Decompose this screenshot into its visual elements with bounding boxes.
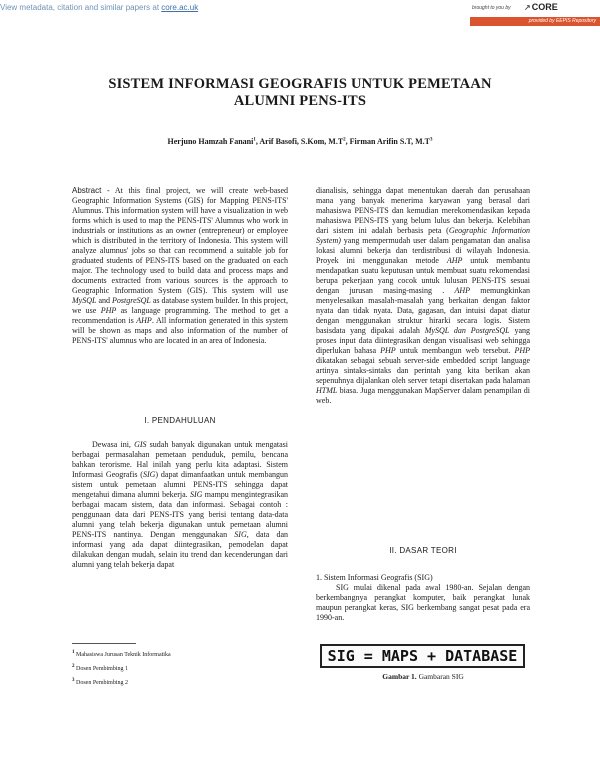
sig-figure: SIG = MAPS + DATABASE [320,644,525,668]
footnote-2-num: 2 [72,664,75,669]
footnote-3-text: Dosen Pembimbing 2 [74,680,128,686]
provided-by-bar: provided by EEPIS Repository [470,17,600,26]
right-t3: untuk membantu mendapatkan suatu keputusan untuk membuat suatu rekomendasi berupa pekerjaan yang cocok untuk lulusan PENS-ITS sesuai dengan jurusan masing-masing . [316,256,531,295]
intro-paragraph [72,440,288,570]
right-t7: dikatakan sebagai sebuah server-side embedded script language artinya sintaks-sintaks dan perintah yang kita berikan akan sepenuhnya dijalankan oleh server tetapi disertakan pada halaman [316,356,530,385]
abstract-php: PHP [100,306,117,315]
intro-t5: , data dan informasi yang ada dapat diintegrasikan, pemodelan dapat dilakukan dengan mudah, selain itu trend dan kecenderungan dari alumni yang telah bekerja dapat [72,530,289,569]
subsection-sig-heading: 1. Sistem Informasi Geografis (SIG) [316,573,433,582]
core-badge[interactable] [468,1,598,15]
figure-caption [316,672,530,681]
sig-paragraph: SIG mulai dikenal pada awal 1980-an. Sejalan dengan berkembangnya perangkat komputer, baik perangkat lunak maupun perangkat keras, SIG berkembang sangat pesat pada era 1990-an. [316,583,530,622]
intro-t1: Dewasa ini, [92,440,135,449]
author-3-sup: 3 [429,137,433,143]
title-line-1: SISTEM INFORMASI GEOGRAFIS UNTUK PEMETAAN [108,76,492,92]
core-logo [524,2,558,12]
right-ahp-2: AHP [454,286,470,295]
author-2-sup: 2 [343,137,346,143]
abstract-postgre: PostgreSQL [112,296,151,305]
abstract-mysql: MySQL [72,296,97,305]
footnote-1 [72,647,171,661]
right-column-paragraph [316,186,530,406]
intro-gis: GIS [134,440,147,449]
footnotes [72,647,171,689]
intro-sig: SIG [142,470,156,479]
right-html: HTML [316,386,338,395]
right-t2: yang mempermudah user dalam pengamatan dan analisa lokasi alumni bekerja dan terdistribusi di wilayah Indonesia. Proyek ini menggunakan metode [316,236,530,265]
title-line-2: ALUMNI PENS-ITS [233,93,367,109]
footnote-2-text: Dosen Pembimbing 1 [74,666,128,672]
metadata-prefix: View metadata, citation and similar papers at [0,3,162,12]
right-t6: untuk membangun web tersebut. [395,346,515,355]
abstract-label: Abstract [72,186,102,195]
footnote-3-num: 3 [72,678,75,683]
paper-title [60,76,540,110]
abstract-ahp: AHP [136,316,152,325]
core-arrow-icon: ↗ [524,3,531,12]
author-1: Herjuno Hamzah Fanani [167,137,254,146]
section-pendahuluan-heading: I. PENDAHULUAN [144,416,216,425]
intro-t3: ) dapat dimanfaatkan untuk membangun sistem untuk pemetaan alumni PENS-ITS sehingga dapat mengetahui dimana alumni bekerja. [72,470,289,499]
intro-sig-2: SIG [190,490,203,499]
author-1-sup: 1 [253,137,256,143]
abstract-text-2: as database system builder. In this project, we use [72,296,288,315]
abstract-text-1: - At this final project, we will create web-based Geographic Information Systems (GIS) for Mapping PENS-ITS' Alumnus. This information system will have a visualization in web forms which is used to map the PENS-ITS' Alumnus who work in industrials or institutions as an owner (entrepreneur) or employee which is distributed in the territory of Indonesia. This system will analyze alumnus' jobs so that can recommend a suitable job for graduated students of PENS-ITS based on the graduated on each major. The technology used to build data and process maps and documents extracted from various sources is the approach to Geographic Information System (GIS). This system will use [72,186,288,295]
right-postgre: PostgreSQL [470,326,510,335]
footnote-1-text: Mahasiswa Jurusan Teknik Informatika [74,652,171,658]
abstract-text-4: . All information generated in this system will be shown as maps and also information of the number of PENS-ITS' alumnus who are located in an area of Indonesia. [72,316,288,345]
right-t5: yang proses input data diintegrasikan dengan visualisasi web sehingga diperlukan bahasa [316,326,530,355]
right-t4: memungkinkan menyelesaikan masalah-masalah yang berkaitan dengan faktor nyata dan tidak nyata. Data, gagasan, dan intuisi dapat diatur dengan menggunakan struktur hirarki secara logis. Sistem basisdata yang dipakai adalah [316,286,530,335]
right-t8: biasa. Juga menggunakan MapServer dalam penampilan di web. [316,386,530,405]
right-t1: dianalisis, sehingga dapat menentukan daerah dan perusahaan mana yang banyak menerima karyawan yang berasal dari mahasiswa PENS-ITS dan kemudian merekomendasikan kepada mahasiswa PENS-ITS yang belum lulus dan bekerja. Kelebihan dari sistem ini adalah berbasis peta ( [316,186,530,235]
footnote-3 [72,675,171,689]
section-dasar-teori-heading: II. DASAR TEORI [389,546,457,555]
figure-caption-label: Gambar 1. [382,672,417,681]
author-3: Firman Arifin S.T, M.T [349,137,430,146]
footnote-2 [72,661,171,675]
footnote-divider [72,643,136,644]
author-2: Arif Basofi, S.Kom, M.T [259,137,344,146]
core-metadata-banner [0,3,198,12]
footnote-1-num: 1 [72,650,75,655]
right-ahp: AHP [446,256,463,265]
figure-caption-text: Gambaran SIG [416,672,464,681]
authors: Herjuno Hamzah Fanani$^1$, Arif Basofi, S.Kom, $M.T^2$, Firman Arifin S.T, $M.T^3$ [167,137,433,146]
right-php: PHP [380,346,396,355]
right-mysql: MySQL [424,326,450,335]
abstract [72,186,288,346]
right-php-2: PHP [514,346,531,355]
right-dan: dan [449,326,471,335]
core-link[interactable]: core.ac.uk [161,3,199,12]
abstract-text-3: as language programming. The method to get a recommendation is [72,306,288,325]
intro-t4: mampu mengintegrasikan berbagai macam sistem, data dan informasi. Sebagai contoh : penggunaan data dari PENS-ITS yang berisi tentang data-data alumni yang telah bekerja digunakan untuk pemetaan alumni PENS-ITS nantinya. Dengan menggunakan [72,490,289,539]
core-logo-text: CORE [531,2,558,12]
intro-sig-3: SIG [234,530,247,539]
brought-by-label: brought to you by [472,5,511,11]
abstract-and: and [96,296,113,305]
intro-t2: sudah banyak digunakan untuk mengatasi berbagai permasalahan pemetaan penduduk, pemilu, bencana bahkan terorisme. Hal inilah yang perlu kita adaptasi. Sistem Informasi Geografis ( [72,440,288,479]
right-gis-full: Geographic Information System) [316,226,531,245]
